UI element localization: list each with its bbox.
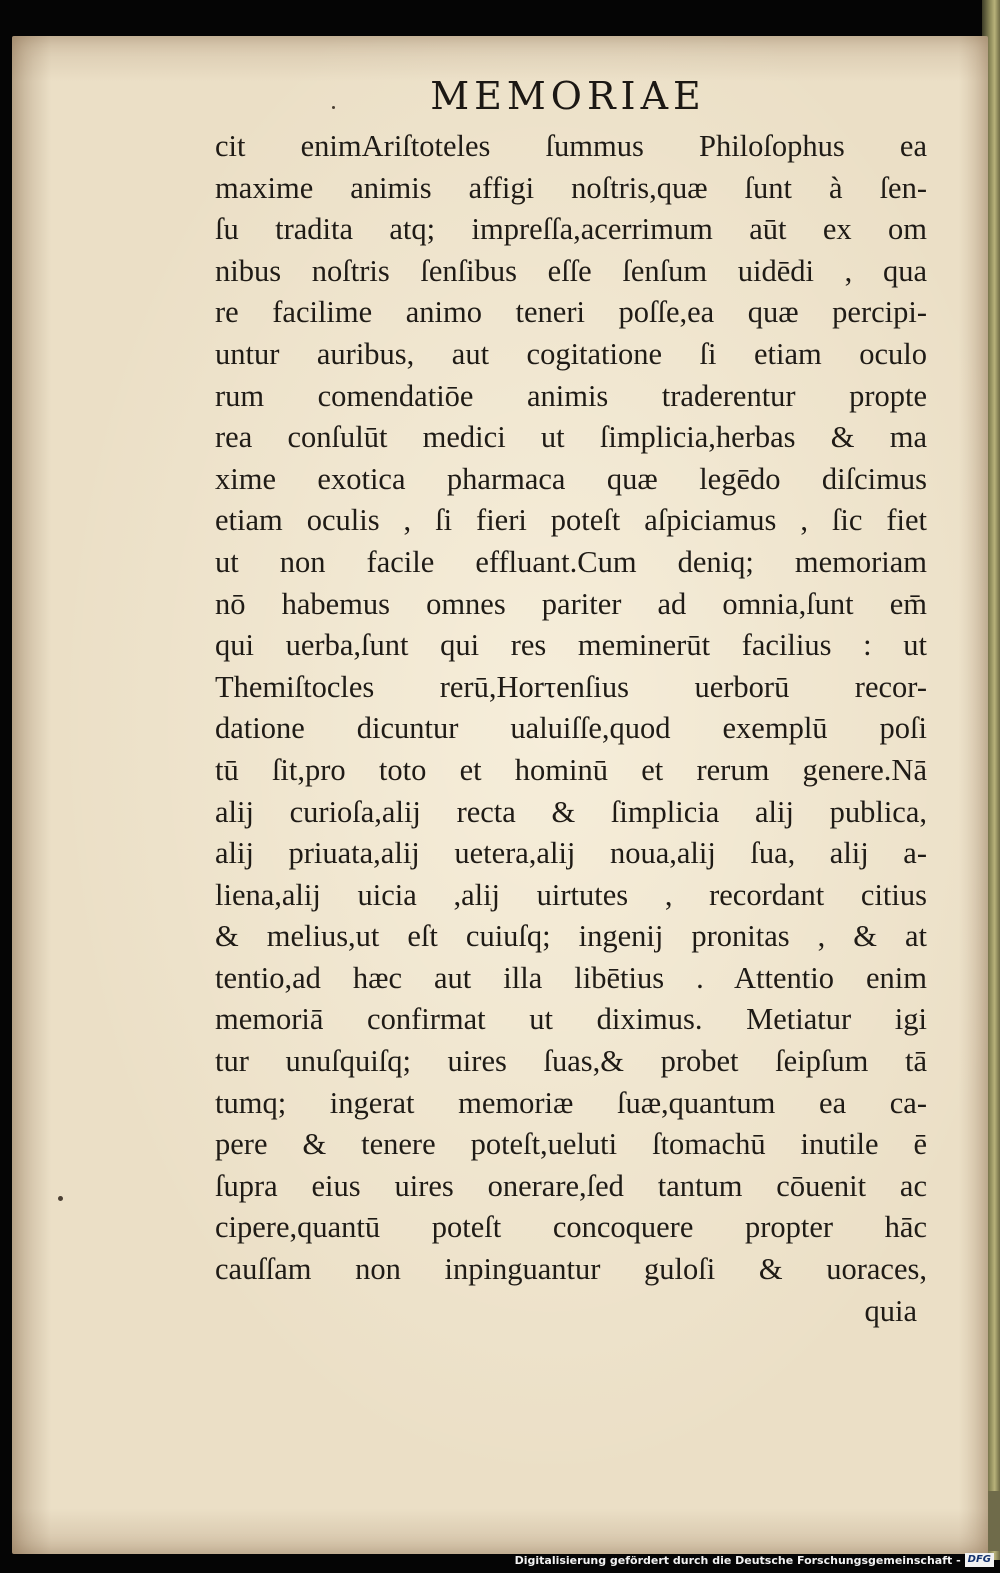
text-line: nibus noſtris ſenſibus eſſe ſenſum uidēdi , qua — [215, 253, 927, 288]
running-title: MEMORIAE — [430, 74, 706, 118]
text-line: & melius,ut eſt cuiuſq; ingenij pronitas , & at — [215, 919, 927, 954]
book-page — [12, 36, 988, 1554]
text-line: qui uerba,ſunt qui res meminerūt facilius : ut — [215, 628, 927, 663]
text-line: tumq; ingerat memoriæ ſuæ,quantum ea ca- — [215, 1085, 927, 1120]
text-line: rum comendatiōe animis traderentur propte — [215, 378, 927, 413]
text-line: nō habemus omnes pariter ad omnia,ſunt em̄ — [215, 586, 927, 621]
text-line: alij curioſa,alij recta & ſimplicia alij publica, — [215, 794, 927, 829]
text-line: maxime animis affigi noſtris,quæ ſunt à ſen- — [215, 170, 927, 205]
text-line: tur unuſquiſq; uires ſuas,& probet ſeipſum tā — [215, 1044, 927, 1079]
text-line: rea conſulūt medici ut ſimplicia,herbas & ma — [215, 420, 927, 455]
text-line: tentio,ad hæc aut illa libētius . Attentio enim — [215, 960, 927, 995]
text-line: ut non facile effluant.Cum deniq; memoriam — [215, 544, 927, 579]
text-line: memoriā confirmat ut diximus. Metiatur igi — [215, 1002, 927, 1037]
text-line: liena,alij uicia ,alij uirtutes , recordant citius — [215, 877, 927, 912]
text-line: Themiſtocles rerū,Horτenſius uerborū recor- — [215, 669, 927, 704]
text-line: pere & tenere poteſt,ueluti ſtomachū inutile ē — [215, 1127, 927, 1162]
text-line: tū ſit,pro toto et hominū et rerum genere.Nā — [215, 752, 927, 787]
ink-speck — [332, 106, 335, 109]
text-line: untur auribus, aut cogitatione ſi etiam oculo — [215, 336, 927, 371]
digitization-credit — [515, 1551, 994, 1569]
dfg-logo: DFG — [965, 1553, 994, 1567]
text-line: etiam oculis , ſi fieri poteſt aſpiciamus , ſic fiet — [215, 503, 927, 538]
text-line: cipere,quantū poteſt concoquere propter hāc — [215, 1210, 927, 1245]
body-text — [215, 126, 927, 1332]
text-line: xime exotica pharmaca quæ legēdo diſcimus — [215, 461, 927, 496]
text-line: ſupra eius uires onerare,ſed tantum cōuenit ac — [215, 1168, 927, 1203]
text-line: cauſſam non inpinguantur guloſi & uoraces, — [215, 1252, 927, 1287]
text-line: ſu tradita atq; impreſſa,acerrimum aūt ex om — [215, 212, 927, 247]
ink-speck — [58, 1196, 63, 1201]
credit-text: Digitalisierung gefördert durch die Deutsche Forschungsgemeinschaft - — [514, 1553, 961, 1567]
text-line: alij priuata,alij uetera,alij noua,alij ſua, alij a- — [215, 836, 927, 871]
text-line: cit enimAriſtoteles ſummus Philoſophus ea — [215, 129, 927, 163]
text-line: datione dicuntur ualuiſſe,quod exemplū poſi — [215, 711, 927, 746]
catchword: quia — [864, 1293, 917, 1328]
text-line: re facilime animo teneri poſſe,ea quæ percipi- — [215, 295, 927, 330]
